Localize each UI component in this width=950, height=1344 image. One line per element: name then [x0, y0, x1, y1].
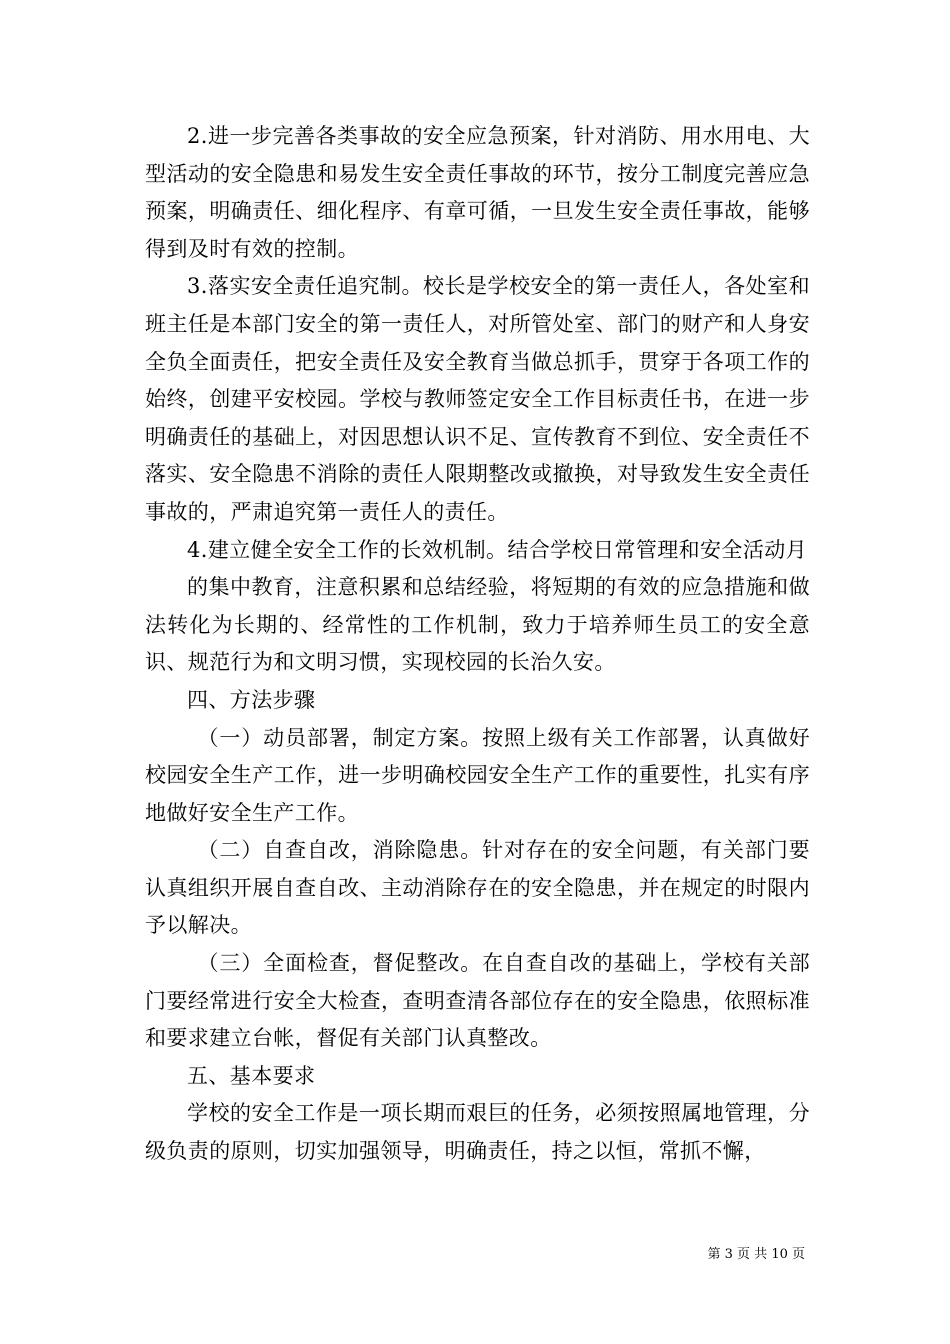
page-number: 第 3 页 共 10 页 [707, 1247, 805, 1262]
section-heading-methods: 四、方法步骤 [187, 687, 316, 712]
paragraph-item-4: 4.建立健全安全工作的长效机制。结合学校日常管理和安全活动月 [187, 537, 808, 562]
paragraph-step-2: （二）自查自改，消除隐患。针对存在的安全问题，有关部门要认真组织开展自查自改、主动消除存在的安全隐患，并在规定的时限内予以解决。 [145, 838, 810, 938]
section-heading-requirements: 五、基本要求 [187, 1063, 316, 1088]
paragraph-step-1: （一）动员部署，制定方案。按照上级有关工作部署，认真做好校园安全生产工作，进一步明确校园安全生产工作的重要性，扎实有序地做好安全生产工作。 [145, 725, 810, 825]
paragraph-item-4-continued: 的集中教育，注意积累和总结经验，将短期的有效的应急措施和做法转化为长期的、经常性的工作机制，致力于培养师生员工的安全意识、规范行为和文明习惯，实现校园的长治久安。 [145, 575, 810, 675]
paragraph-item-2: 2.进一步完善各类事故的安全应急预案，针对消防、用水用电、大型活动的安全隐患和易发生安全责任事故的环节，按分工制度完善应急预案，明确责任、细化程序、有章可循，一旦发生安全责任事故，能够得到及时有效的控制。 [145, 124, 810, 261]
paragraph-requirements: 学校的安全工作是一项长期而艰巨的任务，必须按照属地管理，分级负责的原则，切实加强领导，明确责任，持之以恒，常抓不懈， [145, 1101, 810, 1164]
document-body [145, 118, 810, 1171]
paragraph-step-3: （三）全面检查，督促整改。在自查自改的基础上，学校有关部门要经常进行安全大检查，查明查清各部位存在的安全隐患，依照标准和要求建立台帐，督促有关部门认真整改。 [145, 951, 810, 1051]
paragraph-item-3: 3.落实安全责任追究制。校长是学校安全的第一责任人，各处室和班主任是本部门安全的第一责任人，对所管处室、部门的财产和人身安全负全面责任，把安全责任及安全教育当做总抓手，贯穿于各项工作的始终，创建平安校园。学校与教师签定安全工作目标责任书，在进一步明确责任的基础上，对因思想认识不足、宣传教育不到位、安全责任不落实、安全隐患不消除的责任人限期整改或撤换，对导致发生安全责任事故的，严肃追究第一责任人的责任。 [145, 274, 810, 524]
